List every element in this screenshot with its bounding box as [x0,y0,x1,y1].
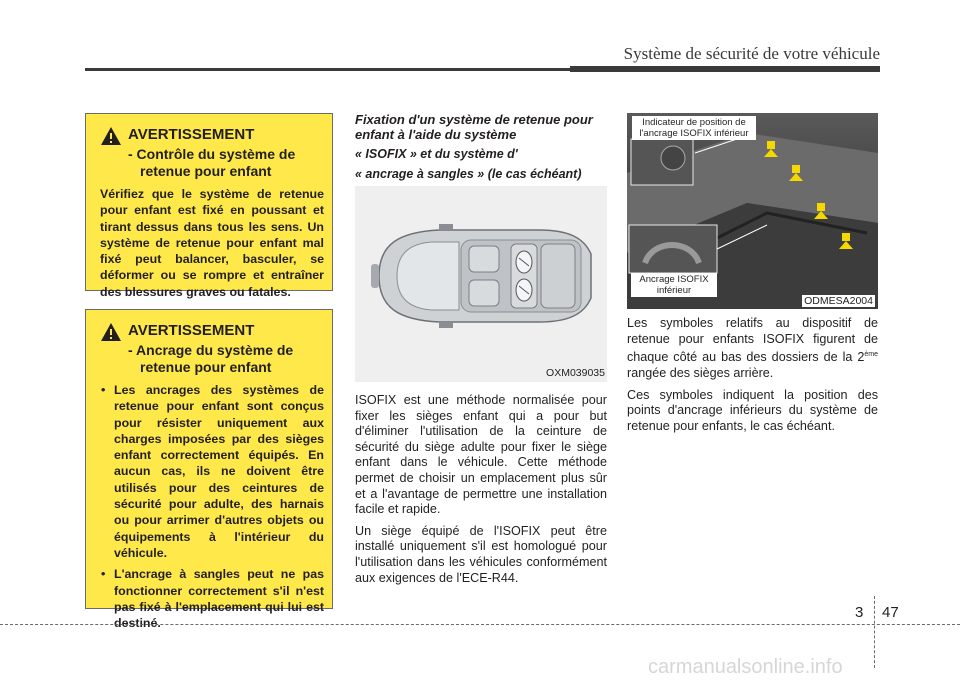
warning-title: AVERTISSEMENT [128,126,255,143]
photo-label-bottom: Ancrage ISOFIX inférieur [631,273,717,297]
page-number: 47 [882,604,899,621]
header-rule-thick [570,66,880,72]
paragraph-part: rangée des sièges arrière. [627,365,774,380]
middle-column [355,112,607,182]
warning-list-item: • Les ancrages des systèmes de retenue pour enfant sont conçus pour résister uniquement aux charges imposées par des sièges enfant correctement équipés. En aucun cas, ils ne doivent être utilisés pour des ceintures de sécurité pour adulte, des harnais ou pour arrimer d'autres objets ou équipements à l'intérieur du véhicule. [100,382,324,561]
right-text [627,316,878,440]
section-heading: Fixation d'un système de retenue pour enfant à l'aide du système [355,112,593,142]
section-heading-line3: « ancrage à sangles » (le cas échéant) [355,167,582,181]
photo-label-top: Indicateur de position de l'ancrage ISOFIX inférieur [632,116,756,140]
paragraph-part: Les symboles relatifs au dispositif de retenue pour enfants ISOFIX figurent de chaque côté au bas des dossiers de la 2 [627,316,878,365]
warning-subtitle: - Ancrage du système de retenue pour enfant [128,342,294,375]
section-number: 3 [855,604,864,621]
warning-subtitle: - Contrôle du système de retenue pour enfant [128,146,296,179]
footer-dashed-rule [0,624,960,625]
paragraph [627,316,878,382]
warning-triangle-icon [100,322,122,342]
superscript: ème [864,351,878,359]
warning-body: Vérifiez que le système de retenue pour enfant est fixé en poussant et tirant dessus dans tous les sens. Un système de retenue pour enfant mal fixé peut balancer, basculer, se déformer ou se rompre et entraîner des blessures graves ou fatales. [100,187,324,299]
warning-box-check [85,113,333,299]
car-topview-figure [355,186,607,382]
warning-triangle-icon [100,126,122,146]
footer-vertical-rule [874,596,875,668]
figure-code: OXM039035 [546,367,605,379]
warning-list [100,382,324,631]
paragraph: ISOFIX est une méthode normalisée pour fixer les sièges enfant qui a pour but d'éliminer l'utilisation de la ceinture de sécurité du siège adulte pour fixer le siège enfant dans le véhicule. Cette méthode permet de choisir un emplacement plus sûr et a l'avantage de permettre une installation facile et rapide. [355,393,607,517]
warning-list-item: • L'ancrage à sangles peut ne pas fonctionner correctement s'il n'est pas fixé à l'emplacement qui lui est destiné. [100,566,324,631]
paragraph: Un siège équipé de l'ISOFIX peut être installé uniquement s'il est homologué pour l'utilisation dans les véhicules conformément aux exigences de l'ECE-R44. [355,523,607,585]
section-heading-line2: « ISOFIX » et du système d' [355,147,518,161]
page-header-title: Système de sécurité de votre véhicule [623,44,880,63]
paragraph: Ces symboles indiquent la position des points d'ancrage inférieurs du système de retenue pour enfants, le cas échéant. [627,387,878,433]
figure-code: ODMESA2004 [804,295,873,307]
warning-title: AVERTISSEMENT [128,322,255,339]
watermark: carmanualsonline.info [648,656,843,678]
middle-text [355,393,607,592]
car-topview-illustration [355,186,607,382]
warning-box-anchorage [85,309,333,631]
isofix-seat-photo [627,113,878,309]
